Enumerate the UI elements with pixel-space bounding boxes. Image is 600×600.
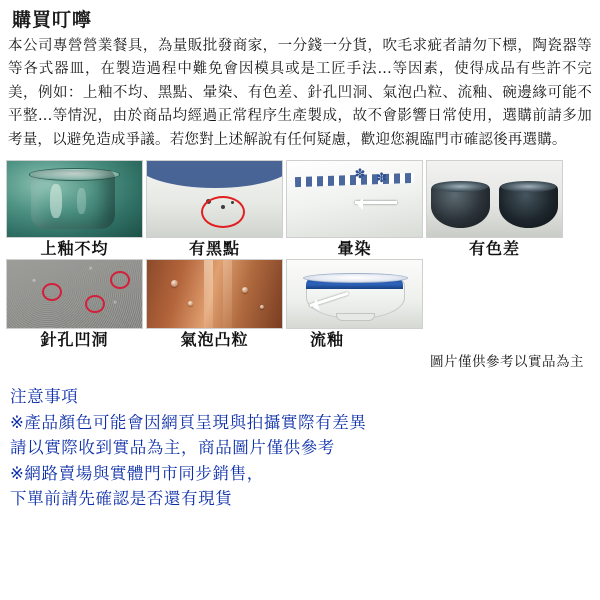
notice-title: 注意事項 bbox=[10, 387, 79, 407]
arrow-icon bbox=[355, 201, 397, 204]
photo-cell bbox=[286, 259, 423, 349]
photo-bubbles bbox=[146, 259, 283, 329]
photo-caption: 有黑點 bbox=[188, 239, 240, 259]
photo-row bbox=[6, 259, 594, 349]
notice-line: 請以實際收到實品為主，商品圖片僅供參考 bbox=[10, 438, 335, 458]
photo-caption: 有色差 bbox=[468, 239, 520, 259]
photo-caption: 流釉 bbox=[310, 329, 345, 349]
photo-caption: 上釉不均 bbox=[40, 239, 109, 259]
photo-color-difference bbox=[426, 160, 563, 238]
photo-cell bbox=[6, 259, 143, 349]
photo-cell bbox=[6, 160, 143, 258]
photo-cell bbox=[426, 160, 563, 258]
intro-paragraph bbox=[0, 35, 600, 152]
photo-row bbox=[6, 160, 594, 258]
photo-cell bbox=[286, 160, 423, 258]
red-circle-annotation bbox=[110, 271, 130, 289]
glaze-streak-shape bbox=[223, 260, 232, 328]
flower-motif-icon: ✽ bbox=[354, 166, 366, 182]
flower-motif-icon: ✽ bbox=[376, 170, 387, 186]
defect-photo-grid bbox=[0, 160, 600, 370]
photo-uneven-glaze bbox=[6, 160, 143, 238]
bubble-mark bbox=[188, 301, 193, 306]
dark-bowl-right-shape bbox=[499, 184, 558, 228]
photo-cell bbox=[146, 259, 283, 349]
intro-text: 本公司專營營業餐具，為量販批發商家，一分錢一分貨，吹毛求疵者請勿下標，陶瓷器等等各式器皿，在製造過程中難免會因模具或是工匠手法...等因素，使得成品有些許不完美，例如：上釉不均、黑點、暈染、有色差、針孔凹洞、氣泡凸粒、流釉、碗邊緣可能不平整...等情況，由於商品均經過正常程序生產製成，故不會影響日常使用，選購前請多加考量，以避免造成爭議。若您對上述解說有任何疑慮，歡迎您親臨門市確認後再選購。 bbox=[8, 37, 592, 148]
red-circle-annotation bbox=[201, 196, 245, 228]
dark-bowl-left-shape bbox=[431, 184, 490, 228]
red-circle-annotation bbox=[42, 283, 62, 301]
red-circle-annotation bbox=[85, 295, 105, 313]
notice-line: ※產品顏色可能會因網頁呈現與拍攝實際有差異 bbox=[10, 413, 367, 433]
photo-running-glaze bbox=[286, 259, 423, 329]
photo-pinholes bbox=[6, 259, 143, 329]
photo-caption: 暈染 bbox=[337, 239, 372, 259]
bubble-mark bbox=[242, 287, 248, 293]
photo-caption: 針孔凹洞 bbox=[40, 329, 109, 349]
glaze-drip-shape bbox=[50, 184, 62, 218]
notice-line: 下單前請先確認是否還有現貨 bbox=[10, 488, 233, 508]
photo-caption: 氣泡凸粒 bbox=[180, 329, 249, 349]
photo-cell bbox=[146, 160, 283, 258]
cup-body-shape bbox=[31, 170, 115, 229]
blue-rim-shape bbox=[146, 160, 283, 188]
bubble-mark bbox=[260, 305, 264, 309]
bowl-foot-shape bbox=[336, 313, 376, 321]
photo-blurred-pattern bbox=[286, 160, 423, 238]
photo-black-dots bbox=[146, 160, 283, 238]
glaze-streak-shape bbox=[204, 260, 213, 328]
glaze-drip-shape bbox=[77, 188, 86, 214]
page-title: 購買叮嚀 bbox=[12, 9, 93, 31]
bubble-mark bbox=[171, 280, 178, 287]
notice-block bbox=[0, 380, 600, 510]
notice-line: ※網路賣場與實體門市同步銷售， bbox=[10, 463, 264, 483]
image-disclaimer: 圖片僅供參考以實品為主 bbox=[430, 354, 584, 371]
bowl-rim-shape bbox=[303, 273, 408, 283]
